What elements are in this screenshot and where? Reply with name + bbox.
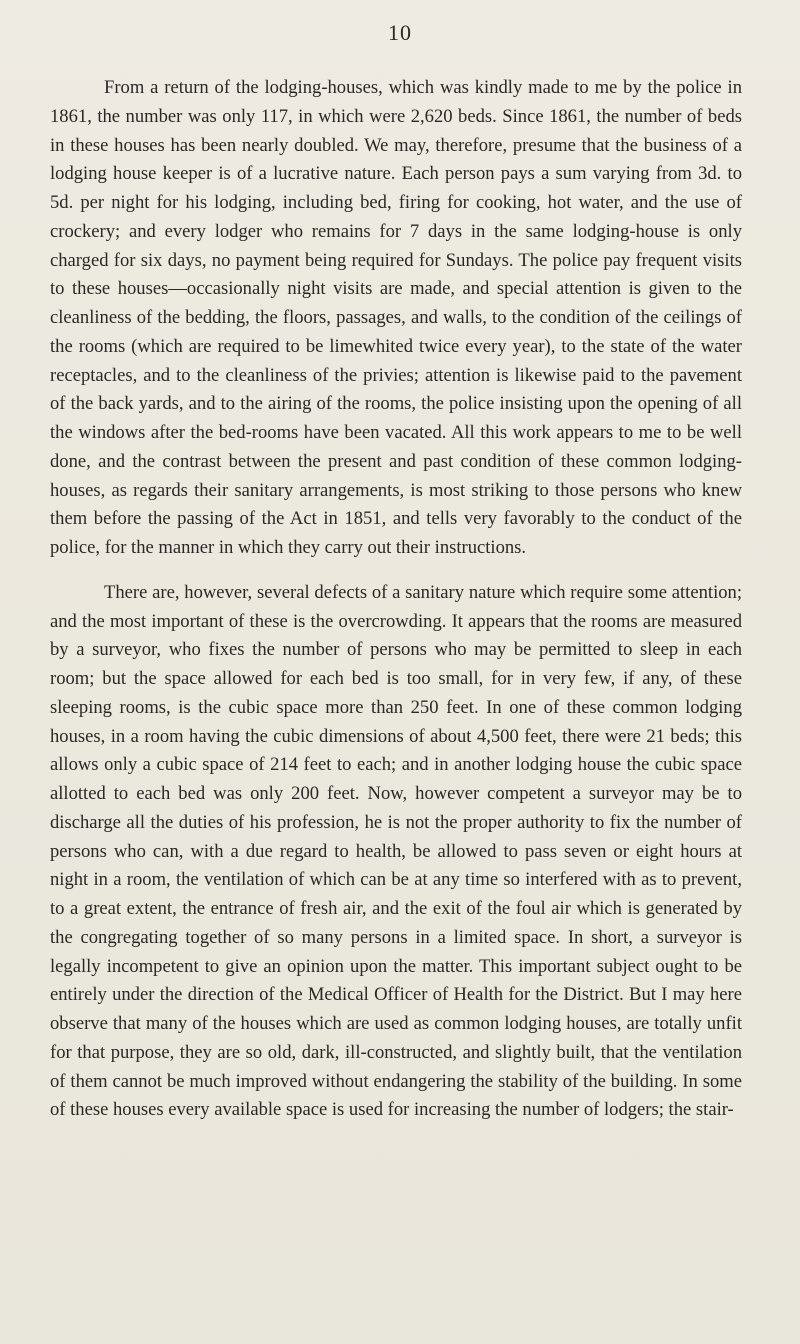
body-text bbox=[50, 74, 742, 1125]
page-number: 10 bbox=[388, 20, 412, 45]
paragraph-sanitary-defects: There are, however, several defects of a sanitary nature which require some attention; and the most important of these is the overcrowding. It appears that the rooms are measured by a surveyor, who fixes the number of persons who may be permitted to sleep in each room; but the space allowed for each bed is too small, for in very few, if any, of these sleeping rooms, is the cubic space more than 250 feet. In one of these common lodging houses, in a room having the cubic dimensions of about 4,500 feet, there were 21 beds; this allows only a cubic space of 214 feet to each; and in another lodging house the cubic space allotted to each bed was only 200 feet. Now, however competent a surveyor may be to discharge all the duties of his profession, he is not the proper authority to fix the number of persons who can, with a due regard to health, be allowed to pass seven or eight hours at night in a room, the ventilation of which can be at any time so interfered with as to prevent, to a great extent, the entrance of fresh air, and the exit of the foul air which is generated by the congregating together of so many persons in a limited space. In short, a surveyor is legally incompetent to give an opinion upon the matter. This important subject ought to be entirely under the direction of the Medical Officer of Health for the District. But I may here observe that many of the houses which are used as common lodging houses, are totally unfit for that purpose, they are so old, dark, ill-constructed, and slightly built, that the ventilation of them cannot be much improved without endangering the stability of the building. In some of these houses every available space is used for increasing the number of lodgers; the stair- bbox=[50, 581, 742, 1121]
paragraph-lodging-house-returns: From a return of the lodging-houses, which was kindly made to me by the police in 1861, the number was only 117, in which were 2,620 beds. Since 1861, the number of beds in these houses has been nearly doubled. We may, therefore, presume that the business of a lodging house keeper is of a lucrative nature. Each person pays a sum varying from 3d. to 5d. per night for his lodging, including bed, firing for cooking, hot water, and the use of crockery; and every lodger who remains for 7 days in the same lodging-house is only charged for six days, no payment being required for Sundays. The police pay frequent visits to these houses—occasionally night visits are made, and special attention is given to the cleanliness of the bedding, the floors, passages, and walls, to the condition of the ceilings of the rooms (which are required to be limewhited twice every year), to the state of the water receptacles, and to the cleanliness of the privies; attention is likewise paid to the pavement of the back yards, and to the airing of the rooms, the police insisting upon the opening of all the windows after the bed-rooms have been vacated. All this work appears to me to be well done, and the contrast between the present and past condition of these common lodging-houses, as regards their sanitary arrangements, is most striking to those persons who knew them before the passing of the Act in 1851, and tells very favorably to the conduct of the police, for the manner in which they carry out their instructions. bbox=[50, 77, 742, 558]
